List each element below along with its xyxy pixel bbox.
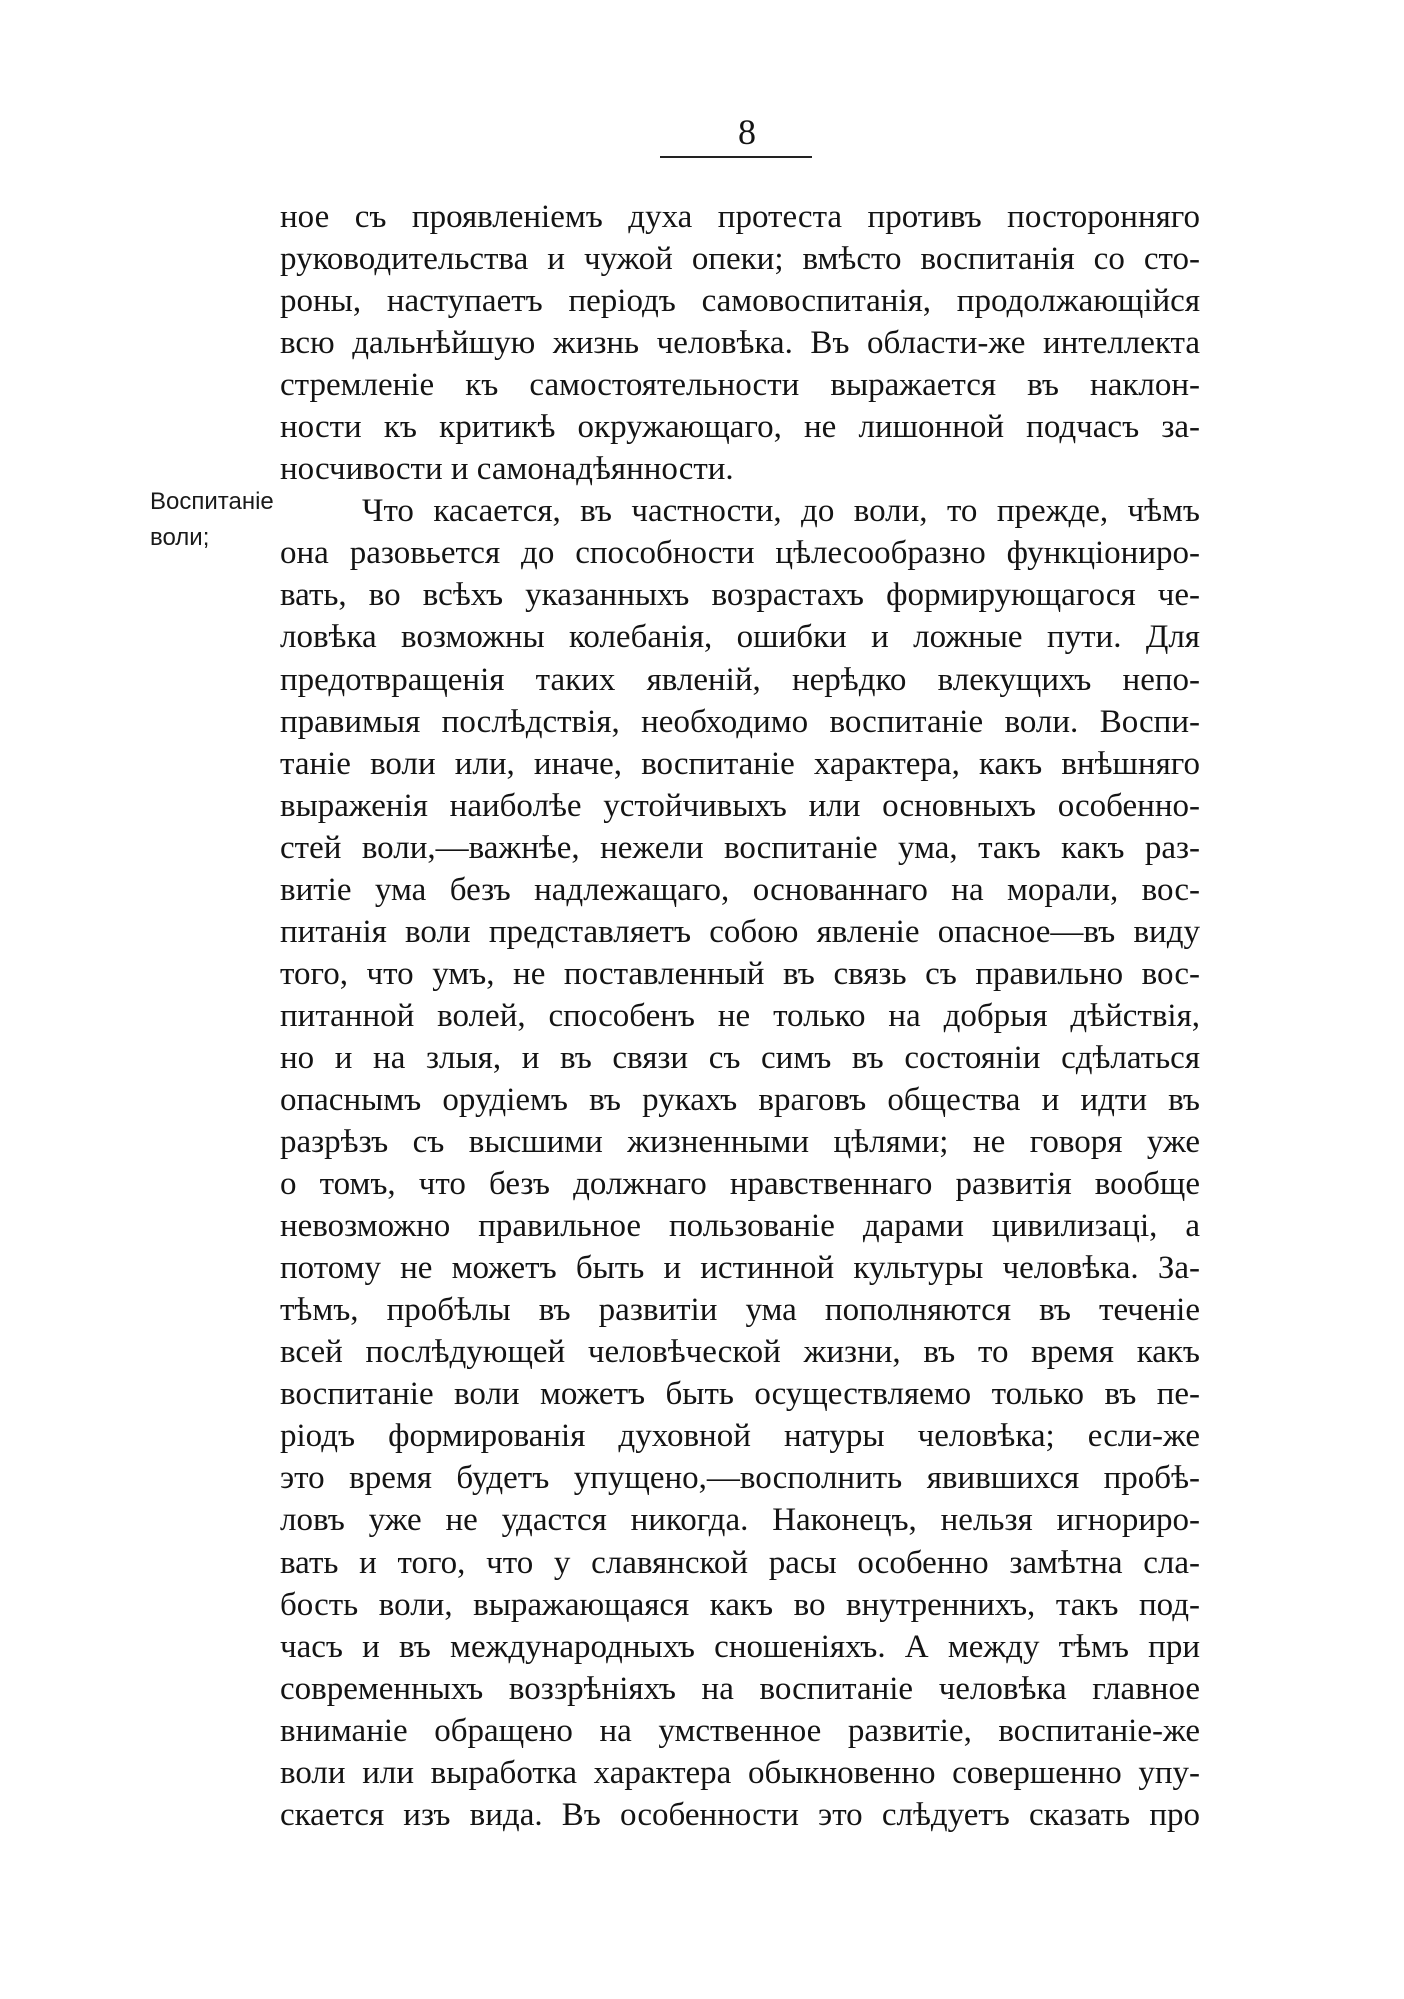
- text-line: питанной волей, способенъ не только на добрыя дѣйствiя,: [280, 997, 1200, 1034]
- margin-note: [150, 484, 290, 556]
- text-line: стей воли,—важнѣе, нежели воспитанiе ума, такъ какъ раз-: [280, 829, 1200, 866]
- text-line: часъ и въ международныхъ сношенiяхъ. А между тѣмъ при: [280, 1628, 1200, 1665]
- text-line: о томъ, что безъ должнаго нравственнаго развитiя вообще: [280, 1166, 1200, 1203]
- text-line: ное съ проявленiемъ духа протеста противъ посторонняго: [280, 199, 1200, 235]
- text-line: всей послѣдующей человѣческой жизни, въ то время какъ: [280, 1334, 1200, 1371]
- margin-note-line: Воспитанiе: [150, 488, 274, 515]
- paragraph-start-line: Что касается, въ частности, до воли, то прежде, чѣмъ: [362, 493, 1200, 530]
- text-line: ности къ критикѣ окружающаго, не лишонной подчасъ за-: [280, 409, 1200, 446]
- text-line: руководительства и чужой опеки; вмѣсто воспитанiя со сто-: [280, 241, 1200, 278]
- body-text: [280, 196, 1200, 1836]
- text-line: современныхъ воззрѣнiяхъ на воспитанiе человѣка главное: [280, 1670, 1200, 1707]
- text-line: того, что умъ, не поставленный въ связь съ правильно вос-: [280, 955, 1200, 992]
- text-line: это время будетъ упущено,—восполнить явившихся пробѣ-: [280, 1460, 1200, 1497]
- page-number-rule: [660, 156, 812, 158]
- text-line: бость воли, выражающаяся какъ во внутреннихъ, такъ под-: [280, 1586, 1200, 1623]
- text-line: танiе воли или, иначе, воспитанiе характера, какъ внѣшняго: [280, 745, 1200, 782]
- text-line: разрѣзъ съ высшими жизненными цѣлями; не говоря уже: [280, 1124, 1200, 1161]
- text-line: невозможно правильное пользованiе дарами цивилизацi, а: [280, 1208, 1200, 1245]
- text-line: роны, наступаетъ перiодъ самовоспитанiя, продолжающiйся: [280, 283, 1200, 320]
- text-line: витiе ума безъ надлежащаго, основаннаго на морали, вос-: [280, 871, 1200, 908]
- text-line: всю дальнѣйшую жизнь человѣка. Въ области-же интеллекта: [280, 325, 1200, 362]
- page-number: 8: [738, 112, 756, 152]
- text-line: ловъ уже не удастся никогда. Наконецъ, нельзя игнориро-: [280, 1502, 1200, 1539]
- text-line: правимыя послѣдствiя, необходимо воспитанiе воли. Воспи-: [280, 703, 1200, 740]
- text-line: скается изъ вида. Въ особенности это слѣдуетъ сказать про: [280, 1796, 1200, 1833]
- text-line: ловѣка возможны колебанiя, ошибки и ложные пути. Для: [280, 619, 1200, 656]
- text-line: вниманiе обращено на умственное развитiе, воспитанiе-же: [280, 1712, 1200, 1749]
- text-line: потому не можетъ быть и истинной культуры человѣка. За-: [280, 1250, 1200, 1287]
- text-line: стремленiе къ самостоятельности выражается въ наклон-: [280, 367, 1200, 404]
- text-line: опаснымъ орудiемъ въ рукахъ враговъ общества и идти въ: [280, 1081, 1200, 1118]
- text-line: вать, во всѣхъ указанныхъ возрастахъ формирующагося че-: [280, 577, 1200, 614]
- text-line: воли или выработка характера обыкновенно совершенно упу-: [280, 1754, 1200, 1791]
- text-line: носчивости и самонадѣянности.: [280, 451, 734, 488]
- text-line: воспитанiе воли можетъ быть осуществляемо только въ пе-: [280, 1376, 1200, 1413]
- text-line: выраженiя наиболѣе устойчивыхъ или основныхъ особенно-: [280, 787, 1200, 824]
- margin-note-line: воли;: [150, 524, 210, 551]
- text-line: вать и того, что у славянской расы особенно замѣтна сла-: [280, 1544, 1200, 1581]
- text-line: но и на злыя, и въ связи съ симъ въ состоянiи сдѣлаться: [280, 1039, 1200, 1076]
- text-line: предотвращенiя таких явленiй, нерѣдко влекущихъ непо-: [280, 661, 1200, 698]
- text-line: тѣмъ, пробѣлы въ развитiи ума пополняются въ теченiе: [280, 1292, 1200, 1329]
- text-line: она разовьется до способности цѣлесообразно функцiониро-: [280, 535, 1200, 572]
- text-line: рiодъ формированiя духовной натуры человѣка; если-же: [280, 1418, 1200, 1455]
- text-line: питанiя воли представляетъ собою явленiе опасное—въ виду: [280, 913, 1200, 950]
